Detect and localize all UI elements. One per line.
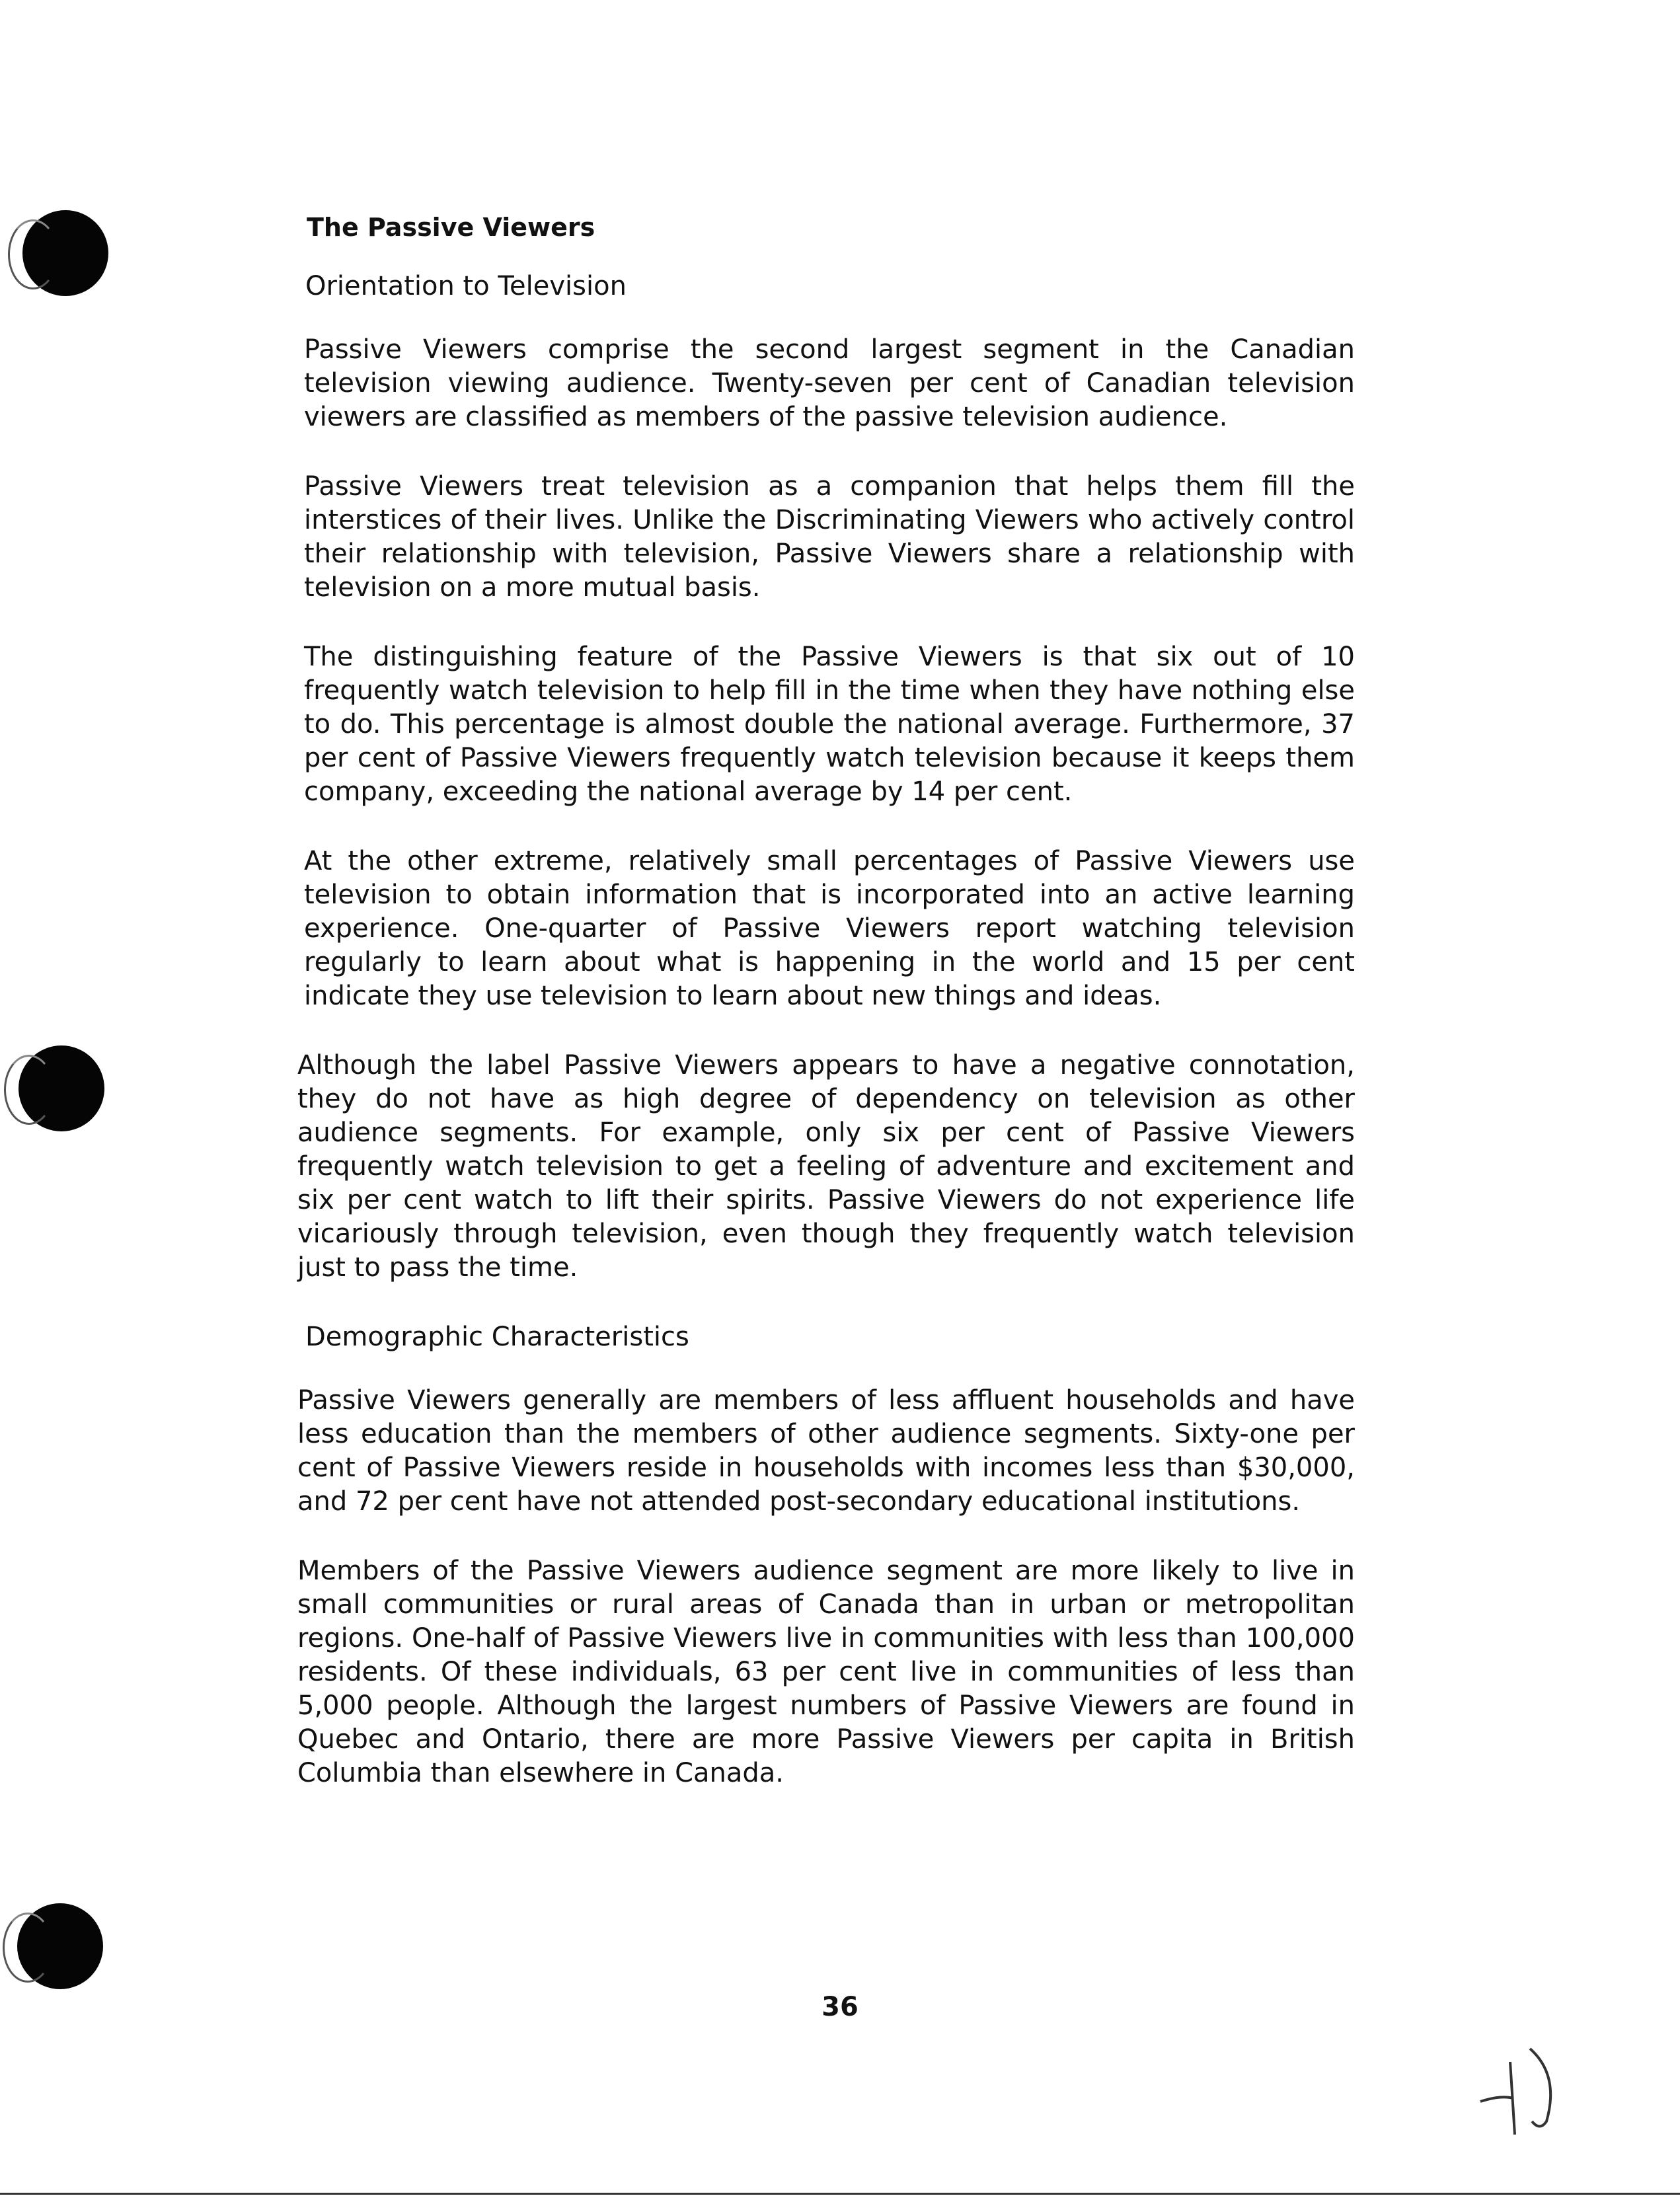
punch-hole [22, 210, 108, 296]
paragraph: The distinguishing feature of the Passive Viewers is that six out of 10 frequently watch television to help fill in the time when they have nothing else to do. This percentage is almost double the national average. Furthermore, 37 per cent of Passive Viewers frequently watch television because it keeps them company, exceeding the national average by 14 per cent. [304, 642, 1355, 807]
document-body [292, 211, 1363, 1826]
punch-hole [17, 1903, 103, 1989]
paragraph: Passive Viewers generally are members of less affluent households and have less education than the members of other audience segments. Sixty-one per cent of Passive Viewers reside in households with incomes less than $30,000, and 72 per cent have not attended post-secondary educational institutions. [297, 1385, 1355, 1517]
punch-hole [19, 1045, 104, 1131]
section-heading-demographics: Demographic Characteristics [305, 1322, 689, 1352]
scan-edge-line [0, 2193, 1680, 2195]
page-number: 36 [821, 1992, 859, 2022]
handwritten-mark [1474, 2022, 1566, 2141]
paragraph: Passive Viewers treat television as a companion that helps them fill the interstices of their lives. Unlike the Discriminating Viewers who actively control their relationship with television, Passive Viewers share a relationship with television on a more mutual basis. [304, 471, 1355, 603]
paragraph: At the other extreme, relatively small percentages of Passive Viewers use television to obtain information that is incorporated into an active learning experience. One-quarter of Passive Viewers report watching television regularly to learn about what is happening in the world and 15 per cent indicate they use television to learn about new things and ideas. [304, 846, 1355, 1011]
document-title: The Passive Viewers [307, 213, 595, 242]
paragraph: Members of the Passive Viewers audience segment are more likely to live in small communities or rural areas of Canada than in urban or metropolitan regions. One-half of Passive Viewers live in communities with less than 100,000 residents. Of these individuals, 63 per cent live in communities of less than 5,000 people. Although the largest numbers of Passive Viewers are found in Quebec and Ontario, there are more Passive Viewers per capita in British Columbia than elsewhere in Canada. [297, 1556, 1355, 1788]
paragraph: Passive Viewers comprise the second largest segment in the Canadian television viewing audience. Twenty-seven per cent of Canadian television viewers are classified as members of the passive television audience. [304, 334, 1355, 432]
section-heading-orientation: Orientation to Television [305, 271, 627, 301]
paragraph: Although the label Passive Viewers appears to have a negative connotation, they do not have as high degree of dependency on television as other audience segments. For example, only six per cent of Passive Viewers frequently watch television to get a feeling of adventure and excitement and six per cent watch to lift their spirits. Passive Viewers do not experience life vicariously through television, even though they frequently watch television just to pass the time. [297, 1050, 1355, 1283]
